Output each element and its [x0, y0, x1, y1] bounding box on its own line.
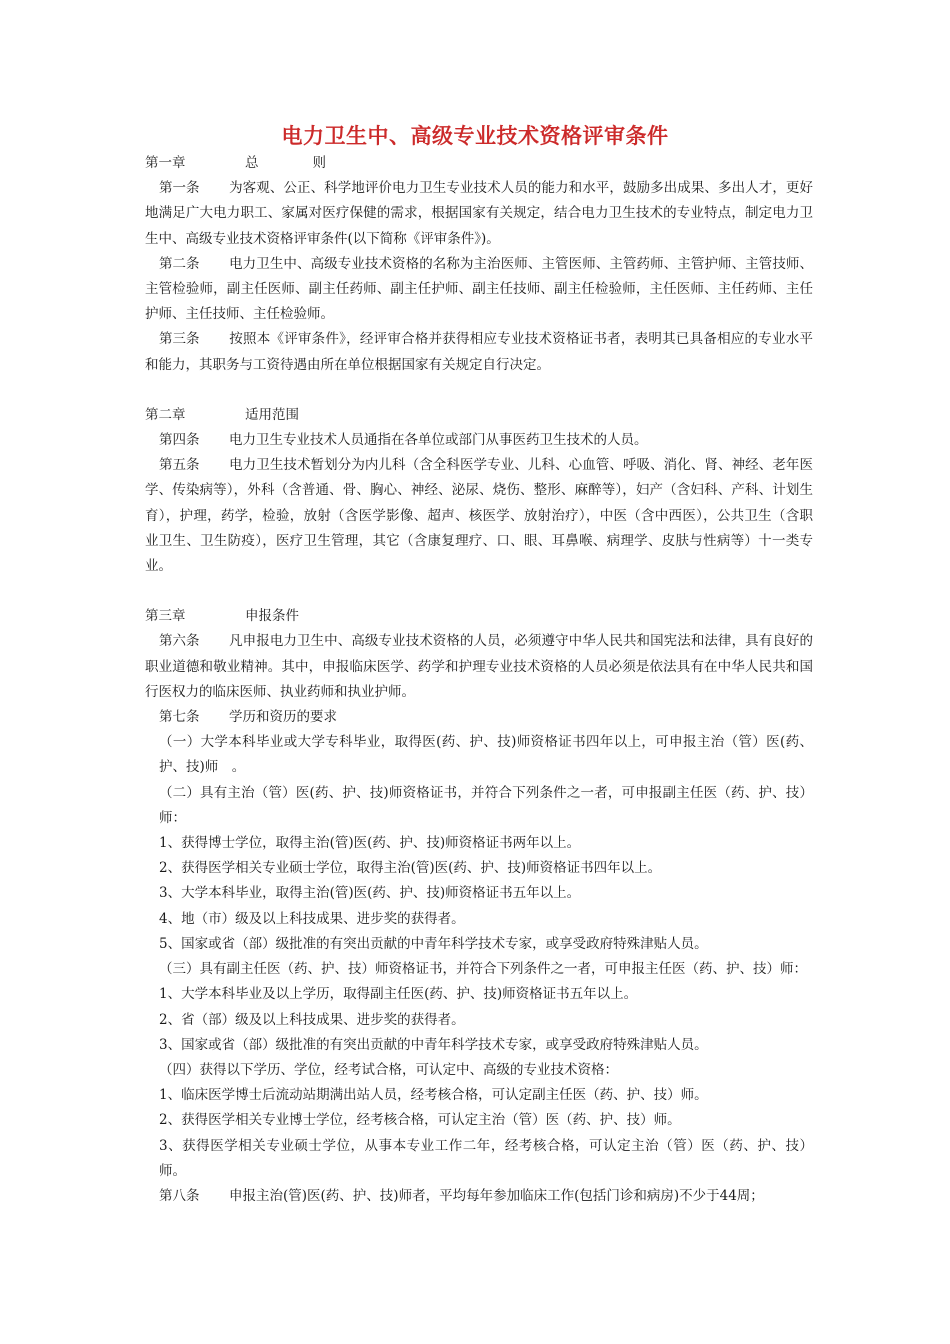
- chapter-name: 总 则: [245, 155, 326, 171]
- list-item: 4、地（市）级及以上科技成果、进步奖的获得者。: [159, 910, 465, 927]
- list-item: 2、获得医学相关专业硕士学位，取得主治(管)医(药、护、技)师资格证书四年以上。: [159, 860, 662, 877]
- article-1: [145, 176, 813, 252]
- article-text: 凡申报电力卫生中、高级专业技术资格的人员，必须遵守中华人民共和国宪法和法律，具有良好的职业道德和敬业精神。其中，申报临床医学、药学和护理专业技术资格的人员必须是依法具有在中华人民共和国行医权力的临床医师、执业药师和执业护师。: [145, 633, 813, 700]
- article-text: 按照本《评审条件》，经评审合格并获得相应专业技术资格证书者，表明其已具备相应的专业水平和能力，其职务与工资待遇由所在单位根据国家有关规定自行决定。: [145, 331, 813, 373]
- article-number: 第四条: [159, 432, 200, 449]
- article-text: 电力卫生专业技术人员通指在各单位或部门从事医药卫生技术的人员。: [229, 432, 648, 449]
- article-7: [145, 705, 813, 730]
- chapter-3-heading: [145, 604, 813, 629]
- chapter-number: 第一章: [145, 155, 186, 171]
- article-number: 第一条: [159, 180, 200, 197]
- list-item: 2、省（部）级及以上科技成果、进步奖的获得者。: [159, 1011, 465, 1028]
- chapter-number: 第二章: [145, 406, 186, 423]
- list-item: 5、国家或省（部）级批准的有突出贡献的中青年科学技术专家，或享受政府特殊津贴人员。: [159, 935, 708, 952]
- article-number: 第三条: [159, 331, 200, 348]
- chapter-2-heading: [145, 403, 813, 428]
- article-text: 电力卫生中、高级专业技术资格的名称为主治医师、主管医师、主管药师、主管护师、主管技师、主管检验师，副主任医师、副主任药师、副主任护师、副主任技师、副主任检验师，主任医师、主任药师、主任护师、主任技师、主任检验师。: [145, 255, 813, 323]
- spacer: [145, 579, 813, 604]
- article-number: 第八条: [159, 1187, 200, 1204]
- list-item: 3、获得医学相关专业硕士学位，从事本专业工作二年，经考核合格，可认定主治（管）医（药、护、技）师。: [159, 1137, 813, 1179]
- chapter-number: 第三章: [145, 608, 186, 625]
- article-number: 第二条: [159, 255, 200, 272]
- article-2: [145, 252, 813, 328]
- article-number: 第七条: [159, 709, 200, 726]
- article-5: [145, 453, 813, 579]
- article-text: 申报主治(管)医(药、护、技)师者，平均每年参加临床工作(包括门诊和病房)不少于44周；: [229, 1187, 764, 1204]
- article-text: 为客观、公正、科学地评价电力卫生专业技术人员的能力和水平，鼓励多出成果、多出人才，更好地满足广大电力职工、家属对医疗保健的需求，根据国家有关规定，结合电力卫生技术的专业特点，制定电力卫生中、高级专业技术资格评审条件(以下简称《评审条件》)。: [145, 180, 813, 247]
- chapter-name: 适用范围: [245, 406, 299, 423]
- document-body: [145, 151, 813, 1209]
- article-text: 电力卫生技术暂划分为内儿科（含全科医学专业、儿科、心血管、呼吸、消化、肾、神经、老年医学、传染病等），外科（含普通、骨、胸心、神经、泌尿、烧伤、整形、麻醉等），妇产（含妇科、产科、计划生育），护理，药学，检验，放射（含医学影像、超声、核医学、放射治疗），中医（含中西医），公共卫生（含职业卫生、卫生防疫），医疗卫生管理，其它（含康复理疗、口、眼、耳鼻喉、病理学、皮肤与性病等）十一类专业。: [145, 457, 813, 575]
- document-title: 电力卫生中、高级专业技术资格评审条件: [281, 123, 669, 148]
- list-item: 1、获得博士学位，取得主治(管)医(药、护、技)师资格证书两年以上。: [159, 835, 581, 852]
- article-6: [145, 629, 813, 705]
- list-item: 3、大学本科毕业，取得主治(管)医(药、护、技)师资格证书五年以上。: [159, 885, 581, 902]
- list-item: 2、获得医学相关专业博士学位，经考核合格，可认定主治（管）医（药、护、技）师。: [159, 1112, 681, 1129]
- article-4: [145, 428, 813, 453]
- spacer: [145, 378, 813, 403]
- article-number: 第五条: [159, 457, 200, 474]
- chapter-name: 申报条件: [245, 608, 299, 625]
- clause-4: （四）获得以下学历、学位，经考试合格，可认定中、高级的专业技术资格：: [159, 1061, 618, 1078]
- list-item: 1、临床医学博士后流动站期满出站人员，经考核合格，可认定副主任医（药、护、技）师。: [159, 1087, 708, 1104]
- article-number: 第六条: [159, 633, 200, 650]
- clause-2: （二）具有主治（管）医(药、护、技)师资格证书，并符合下列条件之一者，可申报副主任医（药、护、技）师：: [159, 784, 813, 826]
- article-text: 学历和资历的要求: [229, 709, 337, 726]
- clause-1: （一）大学本科毕业或大学专科毕业，取得医(药、护、技)师资格证书四年以上，可申报主治（管）医(药、护、技)师 。: [159, 734, 813, 776]
- list-item: 1、大学本科毕业及以上学历，取得副主任医(药、护、技)师资格证书五年以上。: [159, 986, 638, 1003]
- article-3: [145, 327, 813, 377]
- chapter-1-heading: [145, 151, 813, 176]
- clause-3: （三）具有副主任医（药、护、技）师资格证书，并符合下列条件之一者，可申报主任医（药、护、技）师：: [159, 961, 807, 978]
- article-8: [145, 1184, 813, 1209]
- list-item: 3、国家或省（部）级批准的有突出贡献的中青年科学技术专家，或享受政府特殊津贴人员。: [159, 1036, 708, 1053]
